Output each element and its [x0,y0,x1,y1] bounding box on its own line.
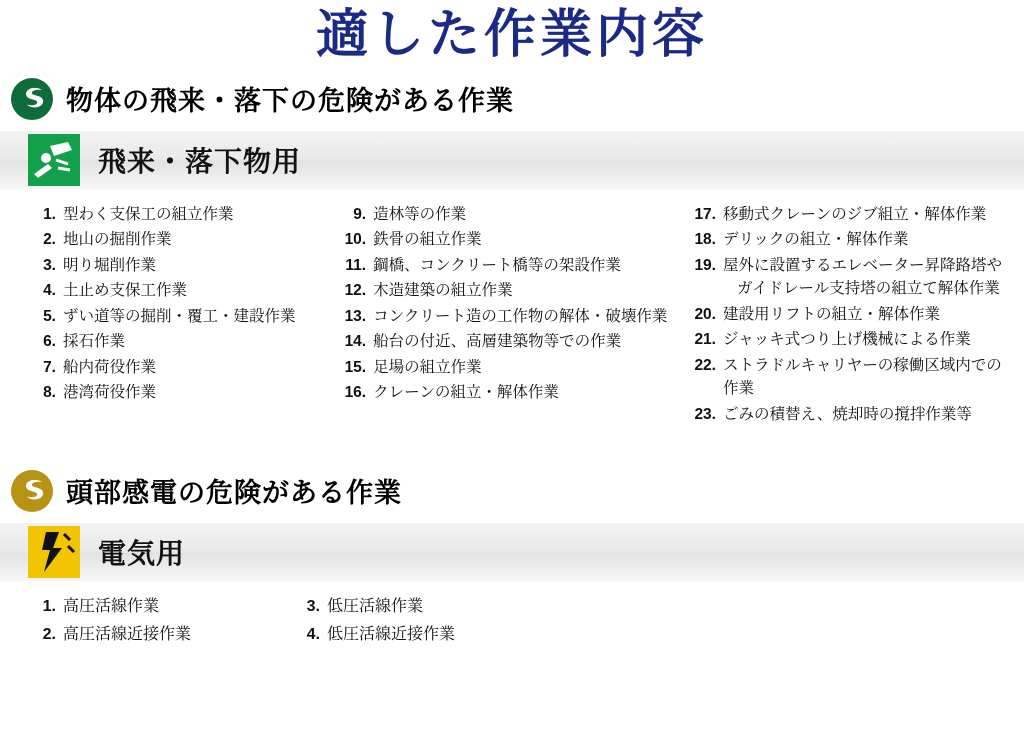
list-item [340,203,682,227]
item-number: 3. [43,256,56,274]
list-item [30,228,332,252]
item-text: 明り堀削作業 [63,256,157,274]
item-text: 足場の組立作業 [373,358,482,376]
item-text: 港湾荷役作業 [63,384,157,402]
item-text: 低圧活線近接作業 [327,625,456,643]
list-item [30,203,332,227]
list-item [294,595,574,619]
page-title: 適した作業内容 [315,6,708,64]
swirl-yellow-icon [10,469,54,513]
list-item [30,254,332,278]
item-text: 地山の掘削作業 [63,231,172,249]
item-text: 土止め支保工作業 [63,282,188,300]
list-item [30,623,274,647]
list-item [30,381,332,405]
list-item [30,279,332,303]
item-text: 鉄骨の組立作業 [373,231,482,249]
list-item [690,228,1010,252]
item-text: ごみの積替え、焼却時の撹拌作業等 [723,405,972,423]
swirl-green-icon [10,77,54,121]
item-number: 16. [344,384,367,402]
category-band-falling-objects [0,131,1024,189]
item-number: 14. [344,333,367,351]
list-item [690,328,1010,352]
column-2 [332,203,682,429]
item-text: 高圧活線作業 [63,597,160,615]
list-item [690,403,1010,427]
item-text: コンクリート造の工作物の解体・破壊作業 [373,307,668,325]
list-item [340,228,682,252]
item-number: 2. [42,625,56,643]
item-number: 21. [694,331,716,349]
item-number: 9. [353,205,367,223]
item-text: 木造建築の組立作業 [373,282,513,300]
list-item [30,356,332,380]
list-item [340,305,682,329]
item-text: 低圧活線作業 [327,597,424,615]
column-3 [682,203,1010,429]
section-heading-falling-objects [0,77,1024,121]
column-2 [274,595,574,652]
item-text: 鋼橋、コンクリート橋等の架設作業 [373,256,621,274]
electric-shock-pictogram [28,526,80,578]
category-band-label: 飛来・落下物用 [98,145,302,177]
item-number: 4. [306,625,320,643]
column-1 [14,595,274,652]
item-text: 高圧活線近接作業 [63,625,192,643]
item-number: 13. [344,307,367,325]
list-item [340,254,682,278]
item-text [723,254,1010,301]
falling-object-pictogram [28,134,80,186]
item-text: 船内荷役作業 [63,358,157,376]
item-text: 型わく支保工の組立作業 [63,205,234,223]
item-text: ストラドルキャリヤーの稼働区域内での作業 [723,356,1002,398]
item-number: 10. [344,231,367,249]
item-number: 20. [694,305,716,323]
item-number: 1. [43,205,56,223]
item-text-line1: 屋外に設置するエレベーター昇降路塔や [723,256,1003,274]
item-text: 移動式クレーンのジブ組立・解体作業 [723,205,987,223]
list-item [690,254,1010,301]
item-text: 造林等の作業 [373,205,467,223]
item-number: 6. [43,333,56,351]
item-number: 2. [43,231,56,249]
item-number: 18. [694,231,716,249]
list-item [340,356,682,380]
item-text: ずい道等の掘削・覆工・建設作業 [63,307,296,325]
category-band-electric [0,523,1024,581]
list-item [340,330,682,354]
section-heading-electric-shock [0,469,1024,513]
column-1 [14,203,332,429]
item-number: 23. [694,405,716,423]
item-number: 5. [43,307,56,325]
item-text: ジャッキ式つり上げ機械による作業 [723,331,971,349]
item-number: 12. [344,282,367,300]
item-number: 19. [694,256,716,274]
list-item [340,279,682,303]
list-item [30,330,332,354]
item-number: 22. [694,356,716,374]
list-item [340,381,682,405]
item-text: クレーンの組立・解体作業 [373,384,559,402]
item-number: 1. [42,597,56,615]
item-text: 採石作業 [63,333,126,351]
list-item [30,305,332,329]
item-text: 建設用リフトの組立・解体作業 [723,305,941,323]
list-item [690,354,1010,401]
item-number: 11. [345,256,367,274]
item-number: 3. [306,597,320,615]
list-item [690,203,1010,227]
list-item [294,623,574,647]
item-text: 船台の付近、高層建築物等での作業 [373,333,622,351]
list-item [690,303,1010,327]
category-band-label: 電気用 [98,537,186,569]
item-number: 15. [344,358,367,376]
item-number: 8. [43,384,56,402]
list-item [30,595,274,619]
falling-objects-item-columns [0,189,1024,429]
electric-item-columns [0,581,1024,652]
item-text: デリックの組立・解体作業 [723,231,909,249]
item-number: 17. [694,205,716,223]
item-number: 7. [43,358,56,376]
item-number: 4. [43,282,56,300]
section-heading-text: 物体の飛来・落下の危険がある作業 [66,86,514,117]
section-heading-text: 頭部感電の危険がある作業 [66,478,402,509]
item-text-line2: ガイドレール支持塔の組立て解体作業 [737,280,1000,298]
